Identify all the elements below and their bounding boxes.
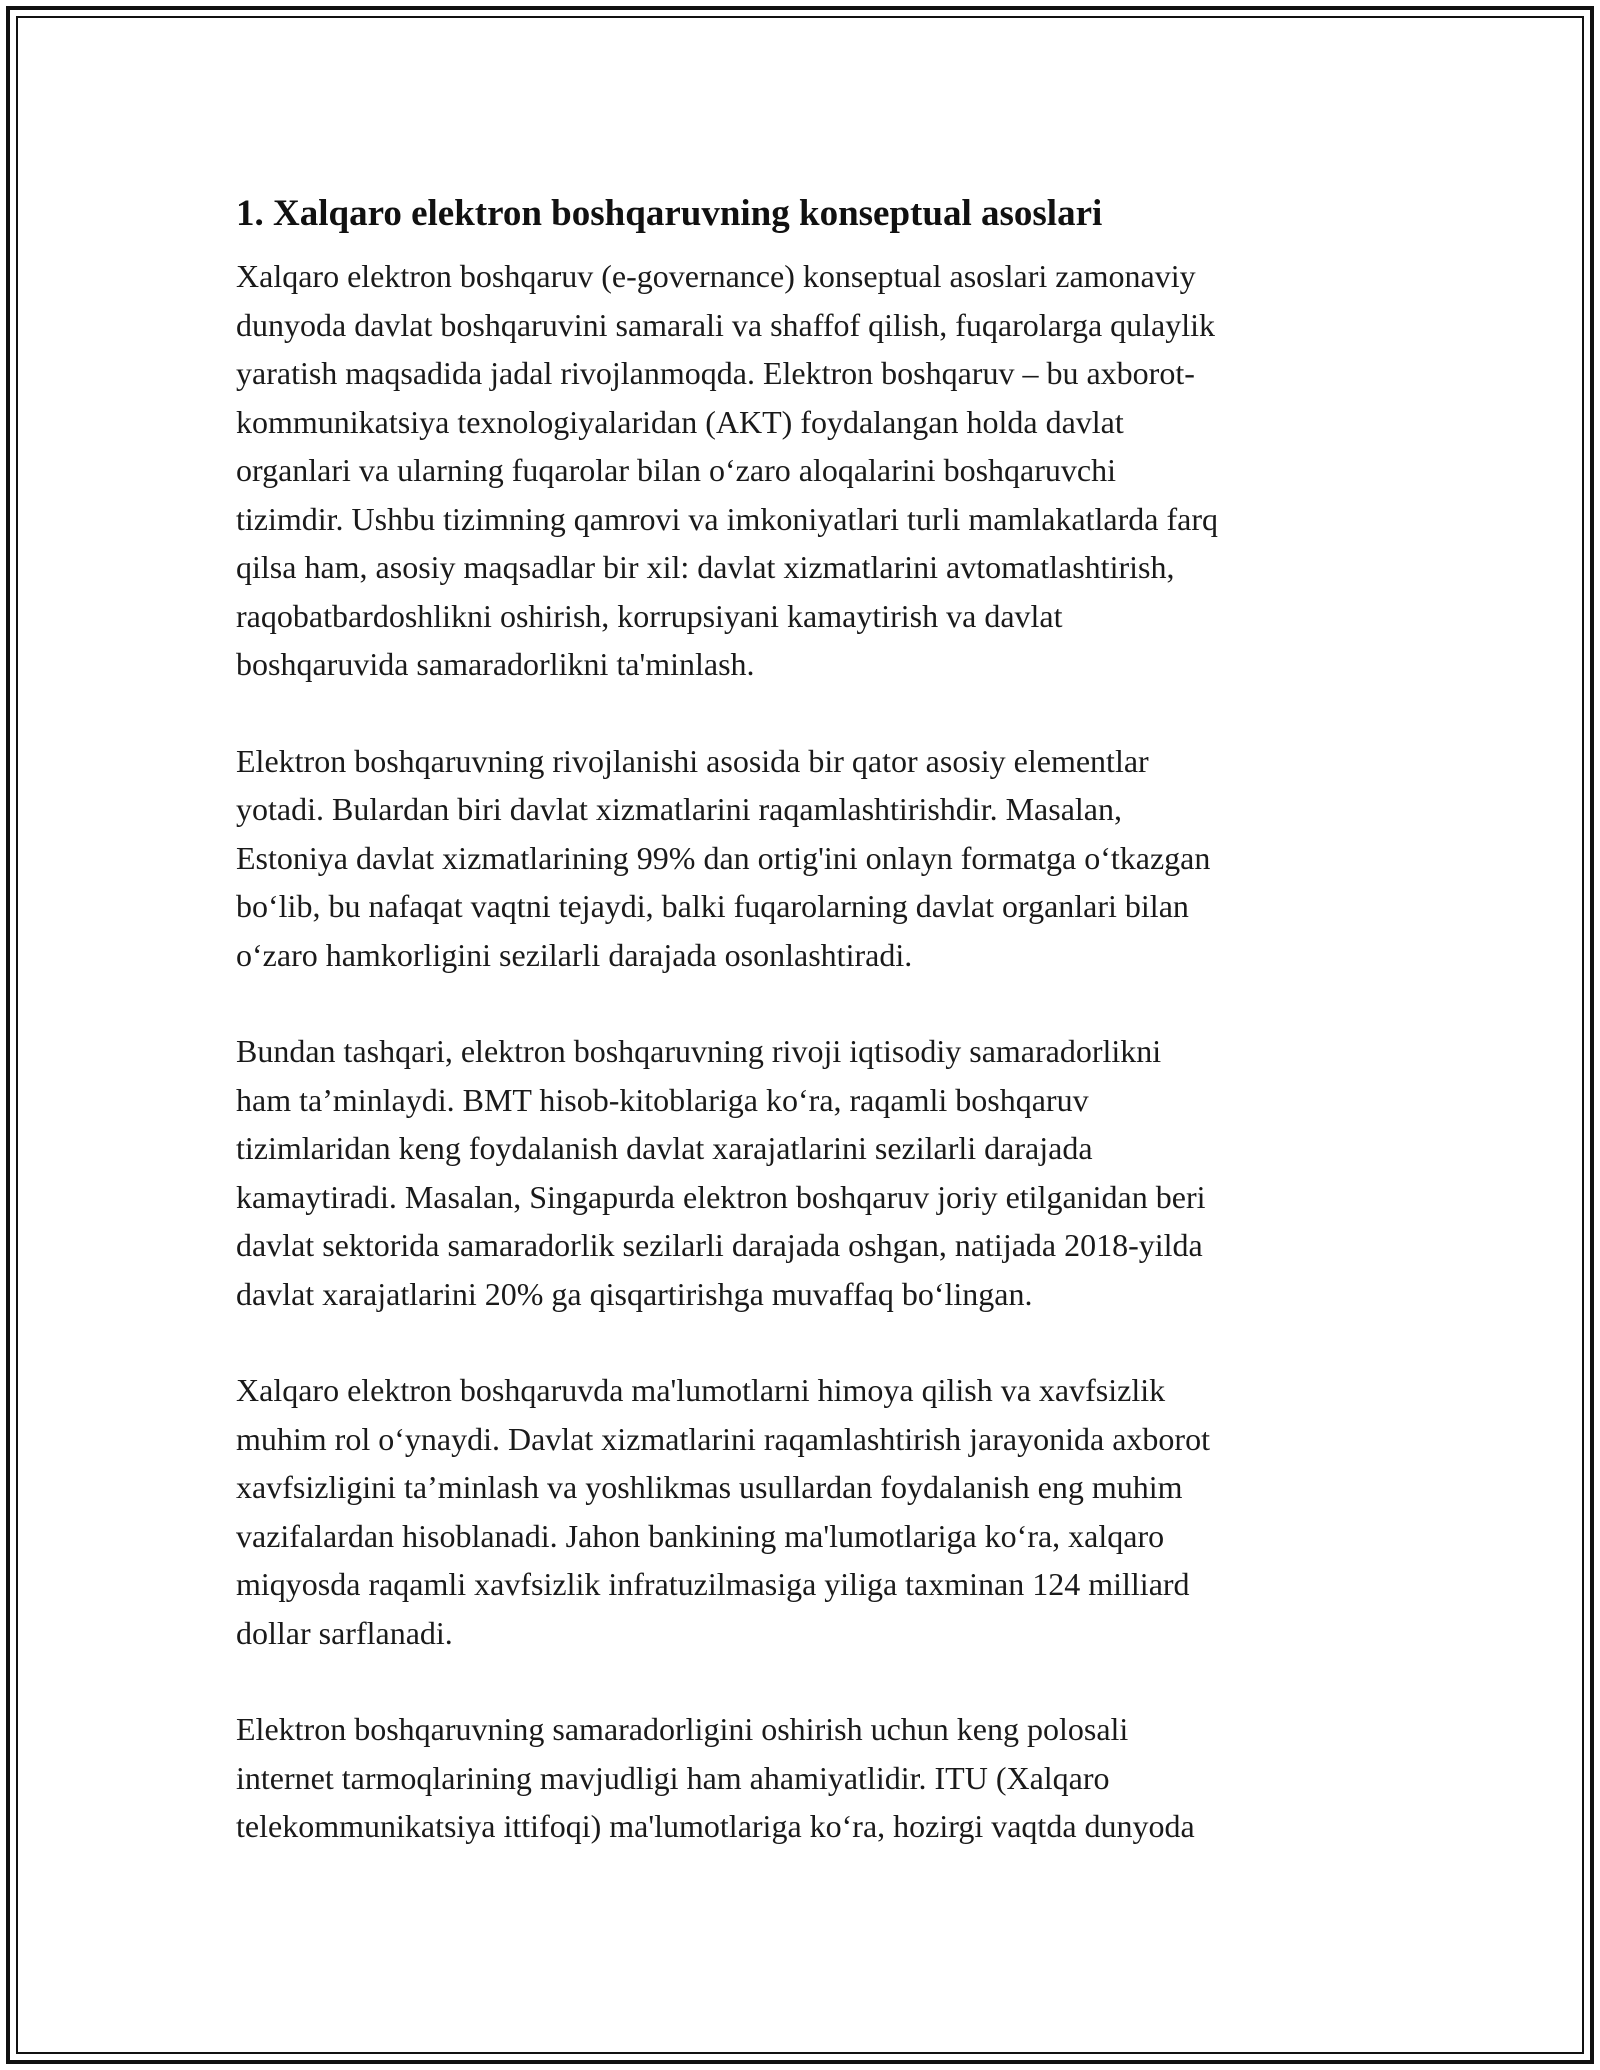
paragraph-line: raqobatbardoshlikni oshirish, korrupsiyani kamaytirish va davlat xyxy=(236,597,1063,634)
section-heading: 1. Xalqaro elektron boshqaruvning konseptual asoslari xyxy=(236,193,1103,234)
paragraph-line: boʻlib, bu nafaqat vaqtni tejaydi, balki fuqarolarning davlat organlari bilan xyxy=(236,888,1189,924)
paragraph-line: tizimdir. Ushbu tizimning qamrovi va imkoniyatlari turli mamlakatlarda farq xyxy=(236,500,1218,537)
paragraph-2 xyxy=(236,737,1376,980)
paragraph-line: boshqaruvida samaradorlikni ta'minlash. xyxy=(236,646,755,682)
paragraph-line: tizimlaridan keng foydalanish davlat xarajatlarini sezilarli darajada xyxy=(236,1130,1093,1166)
paragraph-line: internet tarmoqlarining mavjudligi ham ahamiyatlidir. ITU (Xalqaro xyxy=(236,1759,1110,1796)
paragraph-3 xyxy=(236,1027,1376,1318)
paragraph-line: telekommunikatsiya ittifoqi) ma'lumotlariga koʻra, hozirgi vaqtda dunyoda xyxy=(236,1808,1195,1844)
paragraph-5 xyxy=(236,1705,1376,1851)
paragraph-line: davlat xarajatlarini 20% ga qisqartirishga muvaffaq boʻlingan. xyxy=(236,1275,1033,1312)
paragraph-line: muhim rol oʻynaydi. Davlat xizmatlarini raqamlashtirish jarayonida axborot xyxy=(236,1420,1210,1457)
paragraph-line: miqyosda raqamli xavfsizlik infratuzilmasiga yiliga taxminan 124 milliard xyxy=(236,1566,1190,1602)
paragraph-line: vazifalardan hisoblanadi. Jahon bankining ma'lumotlariga koʻra, xalqaro xyxy=(236,1517,1165,1554)
paragraph-line: yotadi. Bulardan biri davlat xizmatlarini raqamlashtirishdir. Masalan, xyxy=(236,791,1122,827)
paragraph-line: yaratish maqsadida jadal rivojlanmoqda. Elektron boshqaruv – bu axborot- xyxy=(236,355,1195,391)
paragraph-line: kommunikatsiya texnologiyalaridan (AKT) foydalangan holda davlat xyxy=(236,403,1124,440)
paragraph-line: xavfsizligini ta’minlash va yoshlikmas usullardan foydalanish eng muhim xyxy=(236,1469,1183,1505)
paragraph-line: oʻzaro hamkorligini sezilarli darajada osonlashtiradi. xyxy=(236,936,913,973)
paragraph-line: Xalqaro elektron boshqaruv (e-governance) konseptual asoslari zamonaviy xyxy=(236,258,1196,294)
paragraph-line: dollar sarflanadi. xyxy=(236,1614,453,1651)
paragraph-line: Elektron boshqaruvning samaradorligini oshirish uchun keng polosali xyxy=(236,1711,1129,1747)
paragraph-line: organlari va ularning fuqarolar bilan oʻzaro aloqalarini boshqaruvchi xyxy=(236,452,1116,488)
paragraph-line: Bundan tashqari, elektron boshqaruvning rivoji iqtisodiy samaradorlikni xyxy=(236,1033,1162,1069)
paragraph-line: Xalqaro elektron boshqaruvda ma'lumotlarni himoya qilish va xavfsizlik xyxy=(236,1372,1166,1408)
paragraph-1 xyxy=(236,252,1376,689)
paragraph-line: Elektron boshqaruvning rivojlanishi asosida bir qator asosiy elementlar xyxy=(236,742,1149,779)
paragraph-line: kamaytiradi. Masalan, Singapurda elektron boshqaruv joriy etilganidan beri xyxy=(236,1178,1206,1215)
paragraph-line: Estoniya davlat xizmatlarining 99% dan ortig'ini onlayn formatga oʻtkazgan xyxy=(236,839,1211,876)
paragraph-line: dunyoda davlat boshqaruvini samarali va shaffof qilish, fuqarolarga qulaylik xyxy=(236,306,1216,343)
paragraph-4 xyxy=(236,1366,1376,1657)
paragraph-line: qilsa ham, asosiy maqsadlar bir xil: davlat xizmatlarini avtomatlashtirish, xyxy=(236,549,1175,585)
paragraph-line: davlat sektorida samaradorlik sezilarli darajada oshgan, natijada 2018-yilda xyxy=(236,1227,1203,1263)
paragraph-line: ham ta’minlaydi. BMT hisob-kitoblariga koʻra, raqamli boshqaruv xyxy=(236,1081,1089,1118)
document-body xyxy=(236,186,1376,1899)
